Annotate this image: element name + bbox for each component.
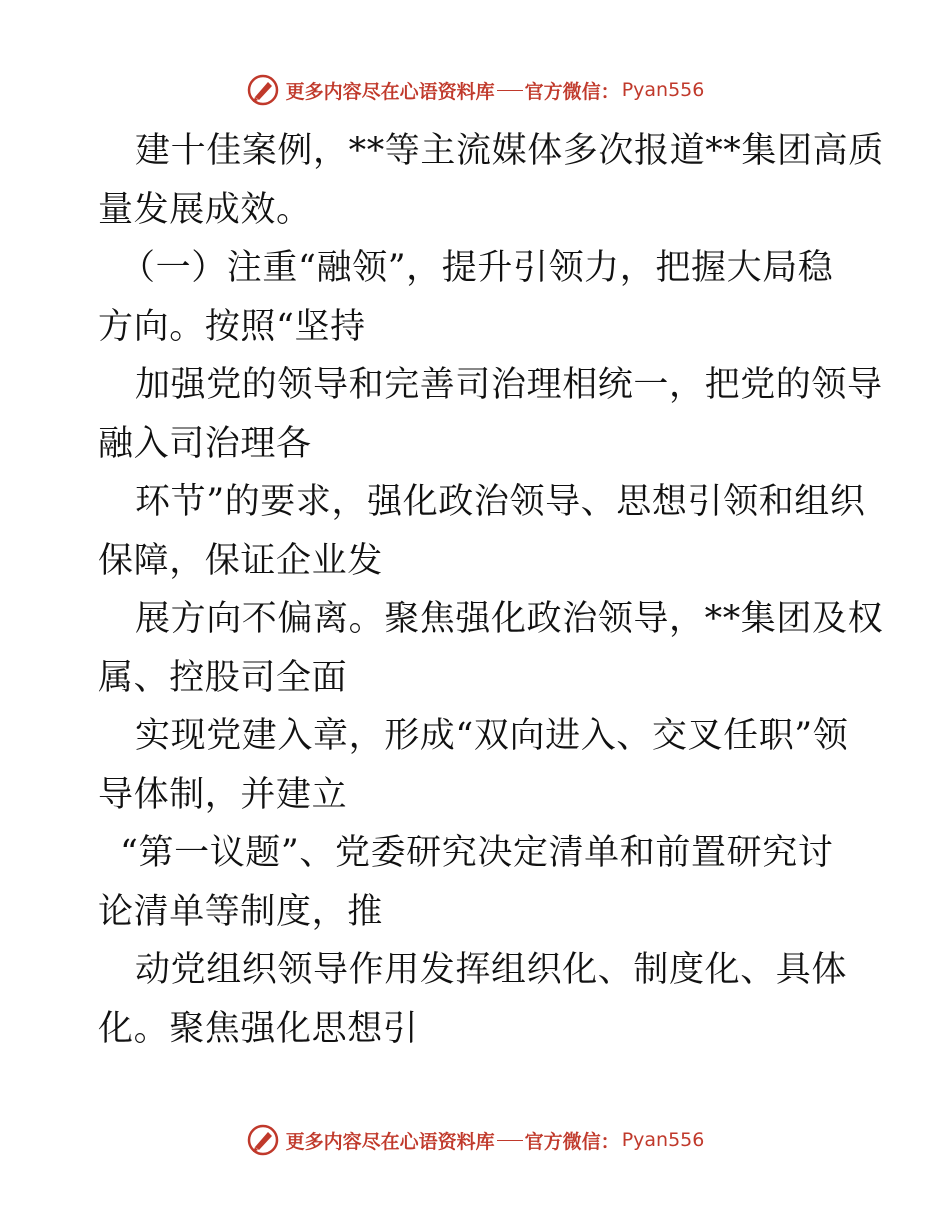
watermark-dash — [497, 90, 523, 91]
body-line: 导体制，并建立 — [98, 774, 348, 815]
body-line: 环节”的要求，强化政治领导、思想引领和组织 — [135, 482, 866, 522]
document-body — [98, 122, 884, 1058]
watermark-wechat-label: 官方微信： — [524, 80, 620, 103]
pen-seal-icon — [246, 73, 280, 107]
watermark-text: 更多内容尽在心语资料库 — [285, 80, 495, 103]
body-line: 量发展成效。 — [98, 189, 312, 230]
body-line: 保障，保证企业发 — [98, 540, 383, 581]
watermark-wechat-id: Pyan556 — [621, 1129, 705, 1151]
header-watermark — [0, 70, 950, 110]
body-line: 展方向不偏离。聚焦强化政治领导，**集团及权 — [135, 599, 884, 639]
watermark-text: 更多内容尽在心语资料库 — [285, 1130, 495, 1153]
body-line: 属、控股司全面 — [98, 657, 348, 698]
watermark-wechat-label: 官方微信： — [524, 1130, 620, 1153]
body-line: 加强党的领导和完善司治理相统一，把党的领导 — [135, 365, 883, 405]
body-line: 动党组织领导作用发挥组织化、制度化、具体 — [135, 950, 848, 990]
body-line: 建十佳案例，**等主流媒体多次报道**集团高质 — [135, 131, 884, 171]
footer-watermark — [0, 1120, 950, 1160]
body-line: “第一议题”、党委研究决定清单和前置研究讨 — [120, 833, 834, 873]
body-line: 方向。按照“坚持 — [98, 306, 366, 347]
body-line: 实现党建入章，形成“双向进入、交叉任职”领 — [135, 716, 849, 756]
body-line: 融入司治理各 — [98, 423, 312, 464]
watermark-wechat-id: Pyan556 — [621, 79, 705, 101]
pen-seal-icon — [246, 1123, 280, 1157]
body-line: 论清单等制度，推 — [98, 891, 383, 932]
watermark-dash — [497, 1140, 523, 1141]
body-line: （一）注重“融领”，提升引领力，把握大局稳 — [120, 248, 834, 288]
body-line: 化。聚焦强化思想引 — [98, 1008, 419, 1049]
